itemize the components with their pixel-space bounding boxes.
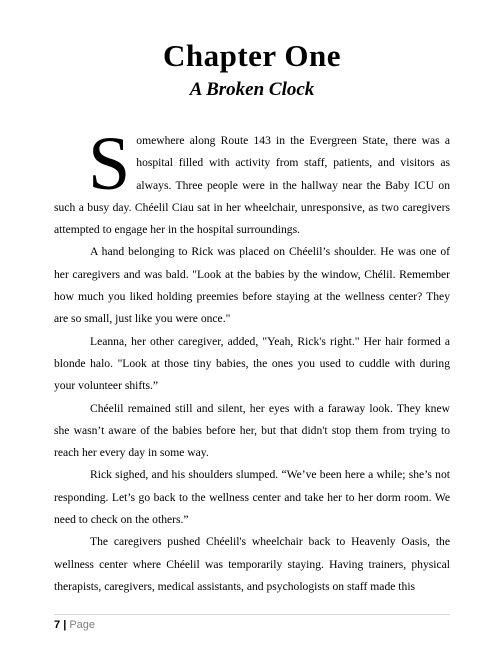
paragraph-5: Rick sighed, and his shoulders slumped. “We’ve been here a while; she’s not responding. Let’s go back to the wellness center and take her to her dorm room. We need to check on the others.” bbox=[54, 468, 450, 527]
paragraph-6: The caregivers pushed Chéelil's wheelchair back to Heavenly Oasis, the wellness center where Chéelil was temporarily staying. Having trainers, physical therapists, caregivers, medical assistants, and psychologists on staff made this bbox=[54, 535, 450, 593]
paragraph-2: A hand belonging to Rick was placed on Chéelil’s shoulder. He was one of her caregivers and was bald. "Look at the babies by the window, Chélil. Remember how much you liked holding preemies before staying at the wellness center? They are so small, just like you were once." bbox=[54, 245, 450, 326]
drop-cap: S bbox=[88, 122, 131, 206]
paragraph-3: Leanna, her other caregiver, added, "Yeah, Rick's right." Her hair formed a blonde halo. "Look at those tiny babies, the ones you used to cuddle with during your volunteer shifts.” bbox=[54, 334, 450, 393]
paragraph-1 bbox=[54, 122, 450, 241]
page-label: Page bbox=[69, 619, 96, 631]
page-number: 7 bbox=[54, 619, 61, 631]
chapter-subtitle: A Broken Clock bbox=[189, 79, 315, 100]
page-footer bbox=[54, 614, 450, 632]
body-text bbox=[54, 122, 450, 598]
chapter-title: Chapter One bbox=[162, 38, 341, 73]
paragraph-4: Chéelil remained still and silent, her eyes with a faraway look. They knew she wasn’t aware of the babies before her, but that didn't stop them from trying to reach her every day in some way. bbox=[54, 401, 450, 460]
paragraph-1-text: omewhere along Route 143 in the Evergreen State, there was a hospital filled with activity from staff, patients, and visitors as always. Three people were in the hallway near the Baby ICU on such a busy day. Chéelil Ciau sat in her wheelchair, unresponsive, as two caregivers attempted to engage her in the hospital surroundings. bbox=[54, 134, 450, 237]
footer-separator: | bbox=[63, 619, 67, 631]
